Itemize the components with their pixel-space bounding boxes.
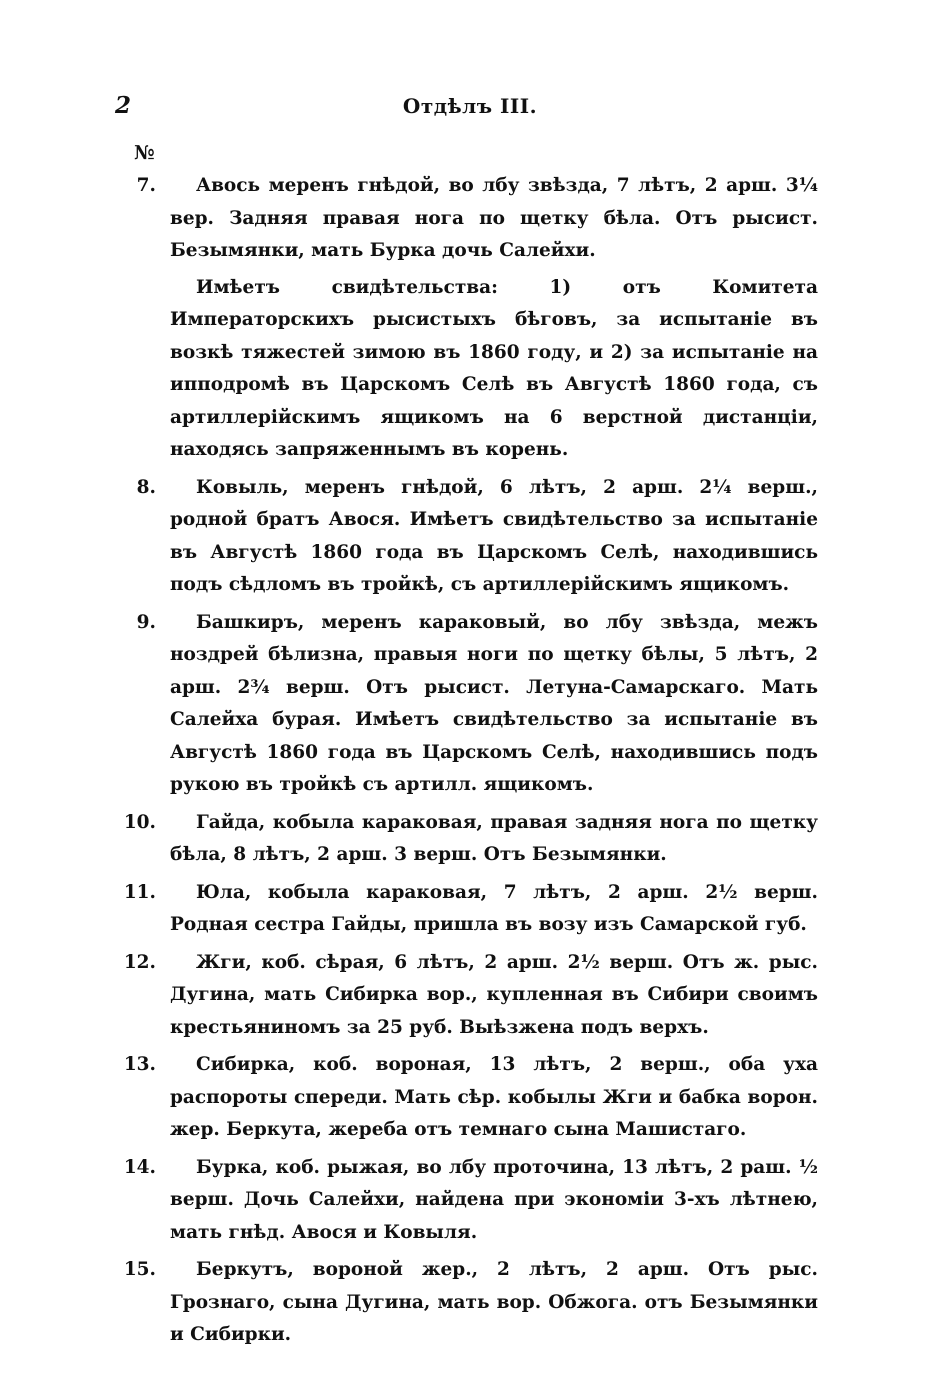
list-item xyxy=(118,1254,818,1352)
entry-text: Бурка, коб. рыжая, во лбу проточина, 13 лѣтъ, 2 раш. ½ верш. Дочь Салейхи, найдена при экономіи 3-хъ лѣтнею, мать гнѣд. Авося и Ковыля. xyxy=(170,1156,818,1243)
list-item xyxy=(118,807,818,872)
entry-number: 9. xyxy=(136,611,156,633)
list-item xyxy=(118,607,818,802)
entry-text: Авось меренъ гнѣдой, во лбу звѣзда, 7 лѣтъ, 2 арш. 3¼ вер. Задняя правая нога по щетку бѣла. Отъ рысист. Безымянки, мать Бурка дочь Салейхи. xyxy=(170,175,818,261)
entry-number: 15. xyxy=(123,1259,156,1280)
entry-number: 10. xyxy=(123,811,156,833)
entry-number: 12. xyxy=(123,951,156,973)
entry-number: 11. xyxy=(123,881,156,903)
list-item xyxy=(118,170,818,467)
number-sign: № xyxy=(134,142,155,164)
entry-number: 7. xyxy=(136,175,156,196)
entry-text: Ковыль, меренъ гнѣдой, 6 лѣтъ, 2 арш. 2¼ верш., родной братъ Авося. Имѣетъ свидѣтельство за испытаніе въ Августѣ 1860 года въ Царскомъ Селѣ, находившись подъ сѣдломъ въ тройкѣ, съ артиллерійскимъ ящикомъ. xyxy=(170,476,818,595)
entry-text: Беркутъ, вороной жер., 2 лѣтъ, 2 арш. Отъ рыс. Грознаго, сына Дугина, мать вор. Обжога. отъ Безымянки и Сибирки. xyxy=(170,1259,818,1345)
entry-list xyxy=(118,170,818,1357)
entry-text: Сибирка, коб. вороная, 13 лѣтъ, 2 верш., оба уха распороты спереди. Мать сѣр. кобылы Жги и бабка ворон. жер. Беркута, жереба отъ темнаго сына Машистаго. xyxy=(170,1054,818,1140)
entry-text: Гайда, кобыла караковая, правая задняя нога по щетку бѣла, 8 лѣтъ, 2 арш. 3 верш. Отъ Безымянки. xyxy=(170,811,818,865)
entry-text: Башкиръ, меренъ караковый, во лбу звѣзда, межъ ноздрей бѣлизна, правыя ноги по щетку бѣлы, 5 лѣтъ, 2 арш. 2¾ верш. Отъ рысист. Летуна-Самарскаго. Мать Салейха бурая. Имѣетъ свидѣтельство за испытаніе въ Августѣ 1860 года въ Царскомъ Селѣ, находившись подъ рукою въ тройкѣ съ артилл. ящикомъ. xyxy=(170,611,818,795)
entry-number: 13. xyxy=(123,1054,156,1075)
entry-text: Жги, коб. сѣрая, 6 лѣтъ, 2 арш. 2½ верш. Отъ ж. рыс. Дугина, мать Сибирка вор., купленная въ Сибири своимъ крестьяниномъ за 25 руб. Выѣзжена подъ верхъ. xyxy=(170,951,818,1038)
list-item xyxy=(118,472,818,602)
entry-number: 14. xyxy=(123,1156,156,1178)
entry-number: 8. xyxy=(136,476,156,498)
list-item xyxy=(118,947,818,1045)
list-item xyxy=(118,1152,818,1250)
entry-text: Юла, кобыла караковая, 7 лѣтъ, 2 арш. 2½ верш. Родная сестра Гайды, пришла въ возу изъ Самарской губ. xyxy=(170,881,818,935)
entry-text: Имѣетъ свидѣтельства: 1) отъ Комитета Императорскихъ рысистыхъ бѣговъ, за испытаніе въ возкѣ тяжестей зимою въ 1860 году, и 2) за испытаніе на ипподромѣ въ Царскомъ Селѣ въ Августѣ 1860 года, съ артиллерійскимъ ящикомъ на 6 верстной дистанціи, находясь запряженнымъ въ корень. xyxy=(170,276,818,460)
page-number: 2 xyxy=(115,92,132,119)
page-header xyxy=(110,92,830,124)
list-item xyxy=(118,1049,818,1147)
section-title: Отдѣлъ III. xyxy=(402,94,538,118)
list-item xyxy=(118,877,818,942)
